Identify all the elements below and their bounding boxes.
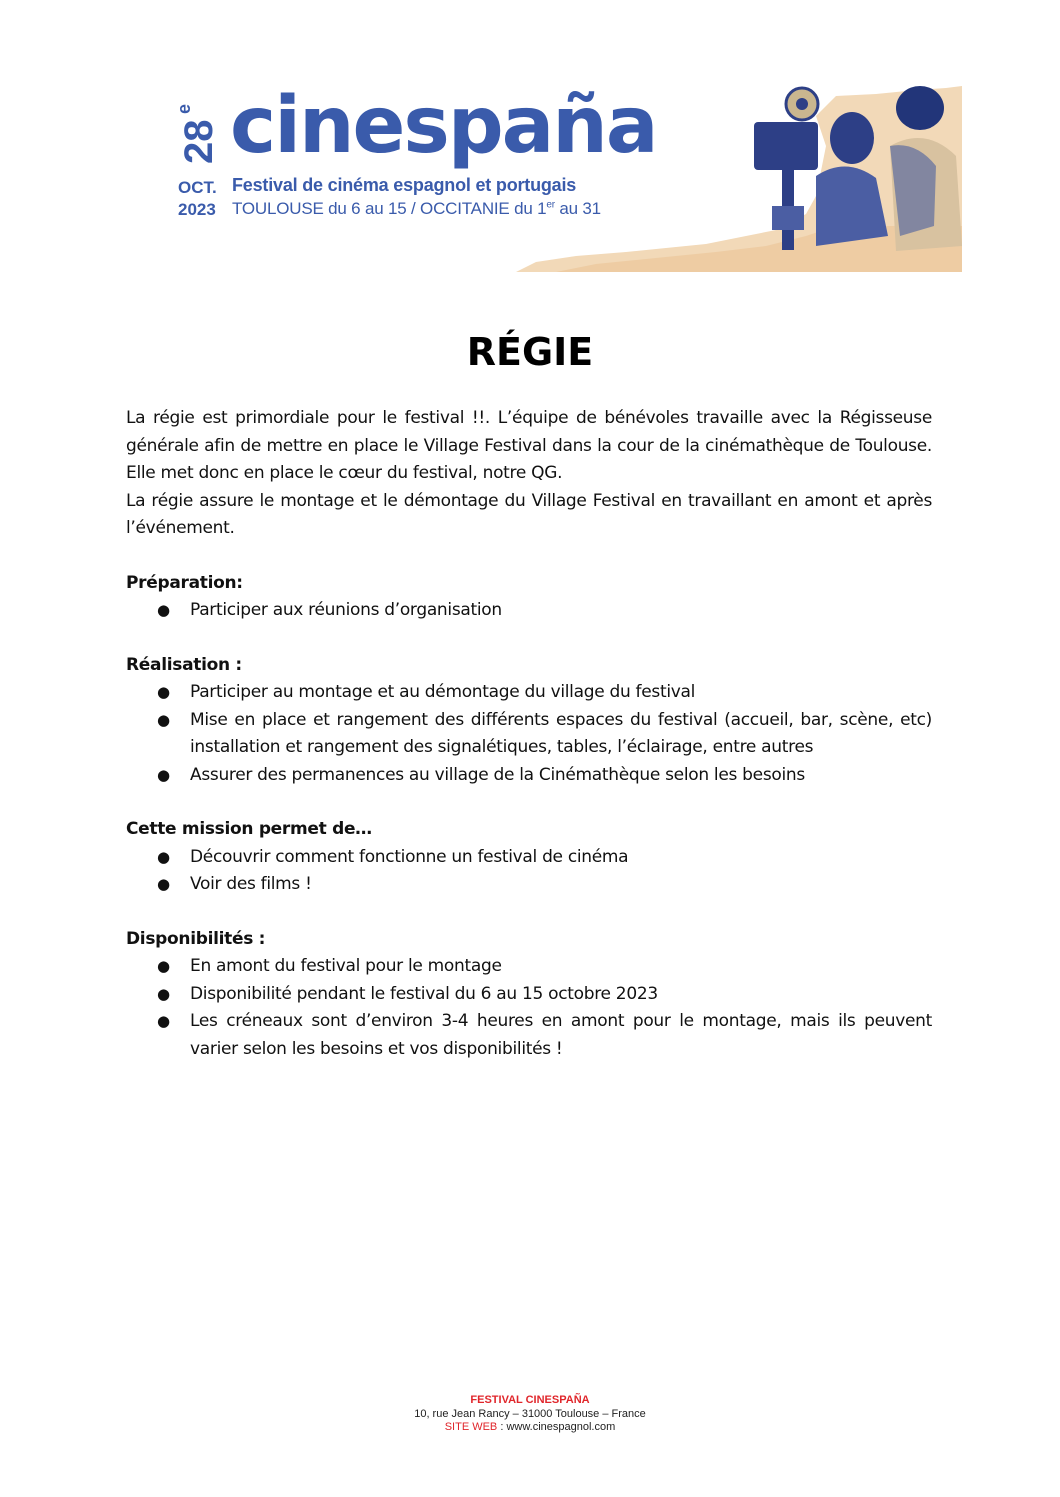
bullet-icon: ● — [157, 765, 170, 784]
bullet-icon: ● — [157, 1012, 170, 1030]
festival-subtitle: Festival de cinéma espagnol et portugais — [232, 175, 577, 195]
section-heading: Disponibilités : — [126, 928, 266, 949]
document-body — [126, 405, 932, 1063]
bullet-list — [126, 953, 932, 1063]
festival-banner — [176, 81, 962, 272]
bullet-list — [126, 844, 932, 899]
footer-org-name: FESTIVAL CINESPAÑA — [470, 1394, 590, 1406]
section-heading: Réalisation : — [126, 654, 242, 675]
section-preparation — [126, 570, 932, 625]
bullet-icon: ● — [157, 984, 170, 1003]
festival-logo-wordmark: cinespaña — [230, 81, 657, 171]
film-camera-photo-icon — [516, 86, 962, 272]
bullet-icon: ● — [157, 601, 170, 619]
page-footer — [0, 1394, 1060, 1435]
page-title: RÉGIE — [466, 330, 594, 374]
intro-paragraph-2: La régie assure le montage et le démontage du Village Festival en travaillant en amont et après l’événement. — [126, 490, 932, 538]
svg-text:28: 28 — [177, 119, 221, 164]
bullet-icon: ● — [157, 683, 170, 701]
bullet-list — [126, 679, 932, 789]
section-heading: Cette mission permet de… — [126, 819, 372, 839]
festival-dates: TOULOUSE du 6 au 15 / OCCITANIE du 1er au 31 — [232, 199, 601, 218]
svg-text:e: e — [176, 103, 194, 114]
section-realisation — [126, 652, 932, 790]
edition-number-rotated — [176, 94, 224, 166]
intro-paragraph-1: La régie est primordiale pour le festival !!. L’équipe de bénévoles travaille avec la Régisseuse générale afin de mettre en place le Village Festival dans la cour de la cinémathèque de Toulouse. Elle met donc en place le cœur du festival, notre QG. — [126, 408, 932, 483]
list-item: ● Assurer des permanences au village de la Cinémathèque selon les besoins — [126, 762, 932, 790]
bullet-icon: ● — [157, 710, 170, 729]
edition-year: 2023 — [178, 200, 216, 219]
footer-website: SITE WEB : www.cinespagnol.com — [444, 1421, 616, 1433]
footer-address: 10, rue Jean Rancy – 31000 Toulouse – France — [414, 1407, 646, 1420]
edition-month: OCT. — [178, 178, 217, 197]
section-disponibilites — [126, 926, 932, 1064]
list-item: ● Les créneaux sont d’environ 3-4 heures en amont pour le montage, mais ils peuvent varier selon les besoins et vos disponibilités ! — [126, 1008, 932, 1063]
bullet-icon: ● — [157, 875, 170, 893]
edition-mark — [176, 94, 224, 164]
website-link[interactable]: www.cinespagnol.com — [506, 1421, 616, 1433]
list-item: ● Découvrir comment fonctionne un festival de cinéma — [126, 844, 932, 872]
bullet-list — [126, 597, 932, 625]
bullet-icon: ● — [157, 957, 170, 975]
list-item: ● Mise en place et rangement des différents espaces du festival (accueil, bar, scène, etc) installation et rangement des signalétiques, tables, l’éclairage, entre autres — [126, 707, 932, 762]
list-item: ● Disponibilité pendant le festival du 6 au 15 octobre 2023 — [126, 981, 932, 1009]
list-item: ● En amont du festival pour le montage — [126, 953, 932, 981]
section-mission — [126, 816, 932, 899]
bullet-icon: ● — [157, 847, 170, 866]
list-item: ● Participer au montage et au démontage du village du festival — [126, 679, 932, 707]
list-item: ● Voir des films ! — [126, 871, 932, 899]
list-item: ● Participer aux réunions d’organisation — [126, 597, 932, 625]
section-heading: Préparation: — [126, 572, 243, 593]
